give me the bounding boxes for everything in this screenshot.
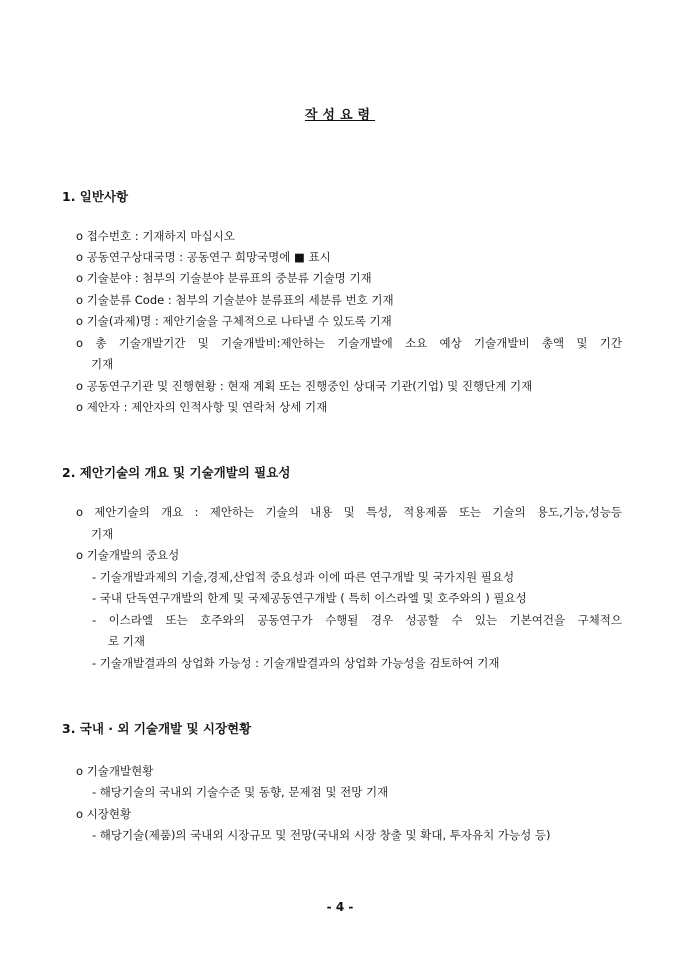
section-1-line-6: o 총 기술개발기간 및 기술개발비:제안하는 기술개발에 소요 예상 기술개발비 총액 및 기간	[76, 336, 622, 350]
section-1-line-2: o 공동연구상대국명 : 공동연구 희망국명에 ■ 표시	[76, 250, 331, 264]
section-2-line-2: o 기술개발의 중요성	[76, 548, 180, 562]
section-2-subline-3-cont: 로 기재	[108, 634, 145, 648]
section-1-heading: 1. 일반사항	[62, 189, 129, 204]
section-3-subline-2: - 해당기술(제품)의 국내외 시장규모 및 전망(국내외 시장 창출 및 확대, 투자유치 가능성 등)	[92, 828, 551, 842]
section-3-line-1: o 기술개발현황	[76, 764, 154, 778]
section-1-line-1: o 접수번호 : 기재하지 마십시오	[76, 229, 235, 243]
section-2-heading: 2. 제안기술의 개요 및 기술개발의 필요성	[62, 465, 291, 480]
document-title: 작성요령	[304, 108, 376, 123]
section-3-heading: 3. 국내 · 외 기술개발 및 시장현황	[62, 721, 252, 736]
section-2-line-1-cont: 기재	[91, 527, 114, 541]
section-2-subline-3: - 이스라엘 또는 호주와의 공동연구가 수행될 경우 성공할 수 있는 기본여건을 구체적으	[92, 613, 622, 627]
section-2-subline-1: - 기술개발과제의 기술,경제,산업적 중요성과 이에 따른 연구개발 및 국가지원 필요성	[92, 570, 515, 584]
page-number: - 4 -	[326, 900, 354, 914]
section-3-subline-1: - 해당기술의 국내외 기술수준 및 동향, 문제점 및 전망 기재	[92, 785, 389, 799]
section-2-subline-2: - 국내 단독연구개발의 한계 및 국제공동연구개발 ( 특히 이스라엘 및 호주와의 ) 필요성	[92, 591, 527, 605]
section-2-line-1: o 제안기술의 개요 : 제안하는 기술의 내용 및 특성, 적용제품 또는 기술의 용도,기능,성능등	[76, 505, 622, 519]
section-1-line-6-cont: 기재	[91, 357, 114, 371]
section-2-subline-4: - 기술개발결과의 상업화 가능성 : 기술개발결과의 상업화 가능성을 검토하여 기재	[92, 656, 500, 670]
section-1-line-3: o 기술분야 : 첨부의 기술분야 분류표의 중분류 기술명 기재	[76, 271, 372, 285]
section-1-line-4: o 기술분류 Code : 첨부의 기술분야 분류표의 세분류 번호 기재	[76, 293, 394, 307]
section-1-line-8: o 제안자 : 제안자의 인적사항 및 연락처 상세 기재	[76, 400, 328, 414]
section-1-line-7: o 공동연구기관 및 진행현황 : 현재 계획 또는 진행중인 상대국 기관(기업) 및 진행단계 기재	[76, 379, 533, 393]
section-3-line-2: o 시장현황	[76, 807, 132, 821]
section-1-line-5: o 기술(과제)명 : 제안기술을 구체적으로 나타낼 수 있도록 기재	[76, 314, 392, 328]
